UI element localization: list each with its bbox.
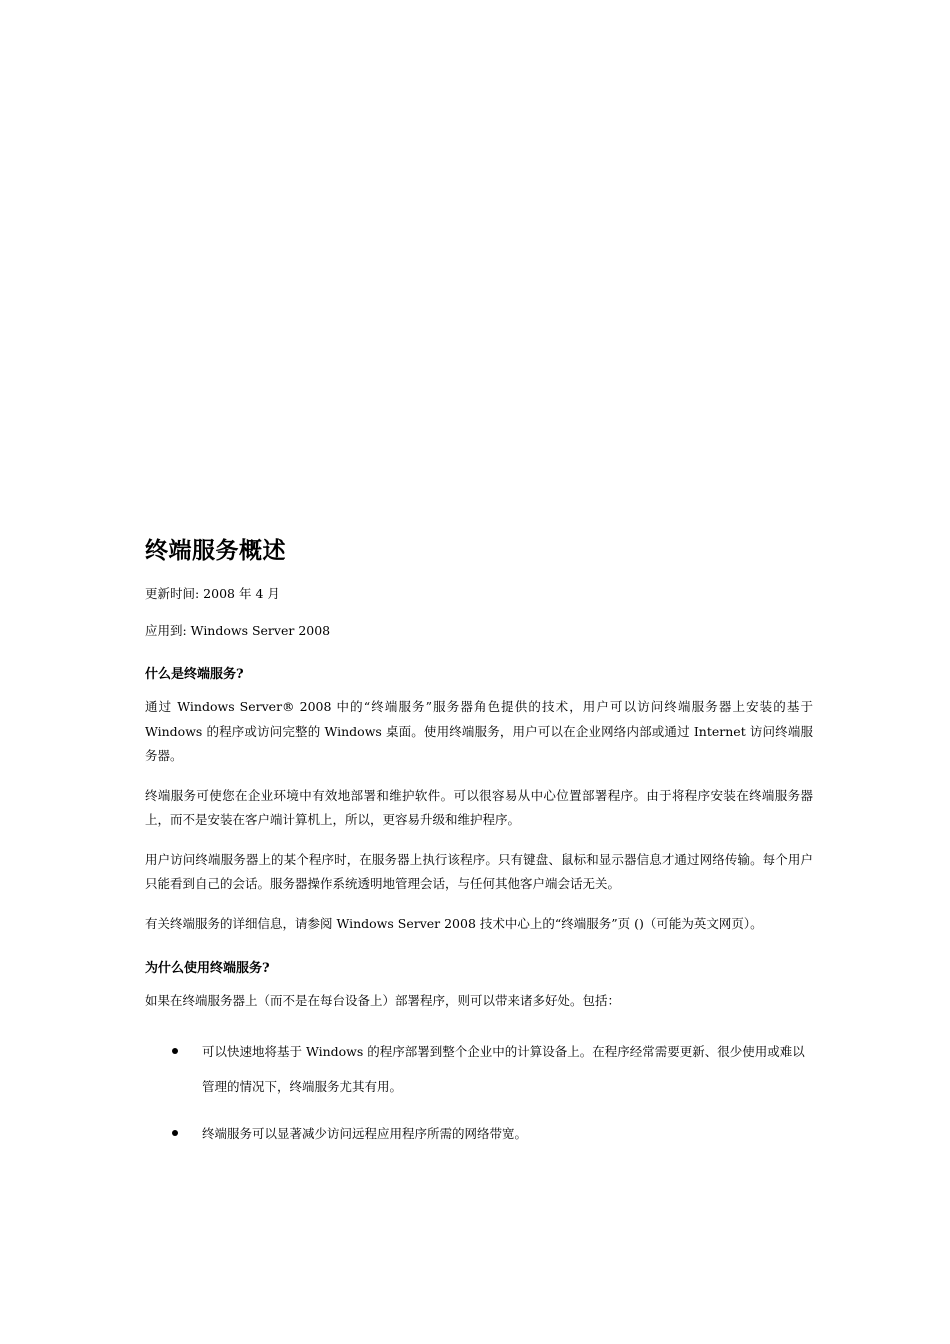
list-item xyxy=(145,1116,813,1151)
paragraph: 终端服务可使您在企业环境中有效地部署和维护软件。可以很容易从中心位置部署程序。由于将程序安装在终端服务器上，而不是安装在客户端计算机上，所以，更容易升级和维护程序。 xyxy=(145,787,813,827)
paragraph: 通过 Windows Server® 2008 中的“终端服务”服务器角色提供的技术，用户可以访问终端服务器上安装的基于 Windows 的程序或访问完整的 Windows 桌面。使用终端服务，用户可以在企业网络内部或通过 Internet 访问终端服务器。 xyxy=(145,699,813,763)
section-intro: 如果在终端服务器上（而不是在每台设备上）部署程序，则可以带来诸多好处。包括： xyxy=(145,993,621,1008)
list-item-text: 可以快速地将基于 Windows 的程序部署到整个企业中的计算设备上。在程序经常需要更新、很少使用或难以管理的情况下，终端服务尤其有用。 xyxy=(202,1043,805,1094)
section-heading-why: 为什么使用终端服务? xyxy=(145,961,270,976)
paragraph: 用户访问终端服务器上的某个程序时，在服务器上执行该程序。只有键盘、鼠标和显示器信息才通过网络传输。每个用户只能看到自己的会话。服务器操作系统透明地管理会话，与任何其他客户端会话无关。 xyxy=(145,851,813,891)
page-title: 终端服务概述 xyxy=(145,537,286,564)
document-content xyxy=(145,533,813,1163)
benefits-list xyxy=(145,1034,813,1151)
paragraph: 有关终端服务的详细信息，请参阅 Windows Server 2008 技术中心上的“终端服务”页 ()（可能为英文网页）。 xyxy=(145,915,763,931)
list-item xyxy=(145,1034,813,1104)
section-heading-what: 什么是终端服务? xyxy=(145,667,244,682)
updated-date: 更新时间: 2008 年 4 月 xyxy=(145,586,280,601)
bullet-icon xyxy=(172,1130,178,1136)
list-item-text: 终端服务可以显著减少访问远程应用程序所需的网络带宽。 xyxy=(202,1125,528,1141)
bullet-icon xyxy=(172,1048,178,1054)
applies-to: 应用到: Windows Server 2008 xyxy=(145,623,331,638)
